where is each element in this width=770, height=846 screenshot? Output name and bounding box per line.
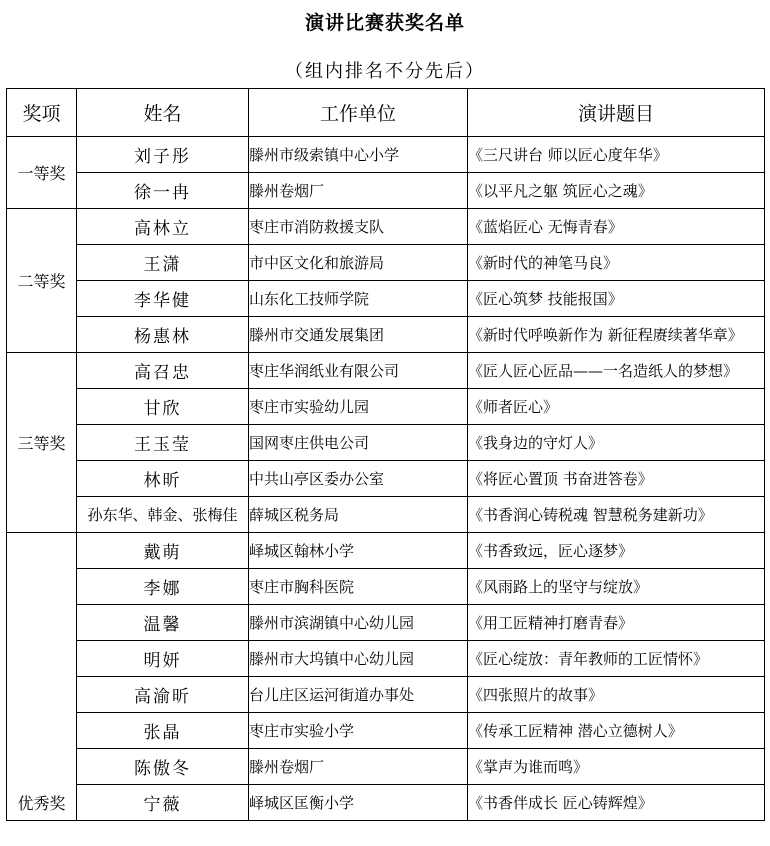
winner-unit: 薛城区税务局 (249, 497, 468, 533)
winner-unit: 枣庄华润纸业有限公司 (249, 353, 468, 389)
speech-topic: 《掌声为谁而鸣》 (468, 749, 765, 785)
winner-name: 林昕 (77, 461, 249, 497)
winner-unit: 枣庄市实验幼儿园 (249, 389, 468, 425)
winner-name: 宁薇 (77, 785, 249, 821)
speech-topic: 《匠人匠心匠品——一名造纸人的梦想》 (468, 353, 765, 389)
prize-second: 二等奖 (7, 209, 77, 353)
table-row (7, 461, 765, 497)
winner-name: 徐一冉 (77, 173, 249, 209)
speech-topic: 《新时代呼唤新作为 新征程赓续著华章》 (468, 317, 765, 353)
speech-topic: 《四张照片的故事》 (468, 677, 765, 713)
table-row (7, 245, 765, 281)
winner-name: 孙东华、韩金、张梅佳 (77, 497, 249, 533)
speech-topic: 《蓝焰匠心 无悔青春》 (468, 209, 765, 245)
table-row (7, 137, 765, 173)
table-row (7, 605, 765, 641)
table-row (7, 533, 765, 569)
winner-name: 王潇 (77, 245, 249, 281)
table-row (7, 713, 765, 749)
winner-unit: 滕州卷烟厂 (249, 173, 468, 209)
winner-name: 甘欣 (77, 389, 249, 425)
winner-unit: 滕州市交通发展集团 (249, 317, 468, 353)
winner-unit: 山东化工技师学院 (249, 281, 468, 317)
page-title: 演讲比赛获奖名单 (304, 12, 465, 34)
speech-topic: 《三尺讲台 师以匠心度年华》 (468, 137, 765, 173)
winner-name: 高召忠 (77, 353, 249, 389)
winner-name: 杨惠林 (77, 317, 249, 353)
winner-name: 李娜 (77, 569, 249, 605)
table-row (7, 785, 765, 821)
prize-third: 三等奖 (7, 353, 77, 533)
winner-name: 戴萌 (77, 533, 249, 569)
speech-topic: 《风雨路上的坚守与绽放》 (468, 569, 765, 605)
speech-topic: 《书香致远，匠心逐梦》 (468, 533, 765, 569)
winner-unit: 峄城区匡衡小学 (249, 785, 468, 821)
speech-topic: 《传承工匠精神 潜心立德树人》 (468, 713, 765, 749)
speech-topic: 《以平凡之躯 筑匠心之魂》 (468, 173, 765, 209)
table-row (7, 173, 765, 209)
header-prize: 奖项 (7, 89, 77, 137)
winner-unit: 枣庄市消防救援支队 (249, 209, 468, 245)
winner-unit: 滕州市级索镇中心小学 (249, 137, 468, 173)
speech-topic: 《匠心绽放：青年教师的工匠情怀》 (468, 641, 765, 677)
winner-name: 李华健 (77, 281, 249, 317)
winner-unit: 滕州市大坞镇中心幼儿园 (249, 641, 468, 677)
speech-topic: 《匠心筑梦 技能报国》 (468, 281, 765, 317)
winner-unit: 台儿庄区运河街道办事处 (249, 677, 468, 713)
header-unit: 工作单位 (249, 89, 468, 137)
winner-name: 温馨 (77, 605, 249, 641)
table-header-row (7, 89, 765, 137)
table-row (7, 317, 765, 353)
winner-name: 高林立 (77, 209, 249, 245)
speech-topic: 《用工匠精神打磨青春》 (468, 605, 765, 641)
table-row (7, 569, 765, 605)
header-topic: 演讲题目 (468, 89, 765, 137)
winner-name: 明妍 (77, 641, 249, 677)
winner-unit: 枣庄市胸科医院 (249, 569, 468, 605)
awards-table (6, 88, 765, 821)
winner-name: 王玉莹 (77, 425, 249, 461)
speech-topic: 《新时代的神笔马良》 (468, 245, 765, 281)
winner-name: 张晶 (77, 713, 249, 749)
table-row (7, 281, 765, 317)
winner-name: 陈傲冬 (77, 749, 249, 785)
table-row (7, 677, 765, 713)
table-row (7, 425, 765, 461)
table-row (7, 497, 765, 533)
header-name: 姓名 (77, 89, 249, 137)
speech-topic: 《书香伴成长 匠心铸辉煌》 (468, 785, 765, 821)
table-row (7, 389, 765, 425)
speech-topic: 《我身边的守灯人》 (468, 425, 765, 461)
speech-topic: 《书香润心铸税魂 智慧税务建新功》 (468, 497, 765, 533)
speech-topic: 《师者匠心》 (468, 389, 765, 425)
table-row (7, 749, 765, 785)
winner-unit: 滕州卷烟厂 (249, 749, 468, 785)
prize-first: 一等奖 (7, 137, 77, 209)
winner-name: 高渝昕 (77, 677, 249, 713)
winner-unit: 枣庄市实验小学 (249, 713, 468, 749)
winner-unit: 中共山亭区委办公室 (249, 461, 468, 497)
table-row (7, 209, 765, 245)
winner-unit: 峄城区翰林小学 (249, 533, 468, 569)
winner-unit: 滕州市滨湖镇中心幼儿园 (249, 605, 468, 641)
prize-excellence: 优秀奖 (7, 533, 77, 821)
speech-topic: 《将匠心置顶 书奋进答卷》 (468, 461, 765, 497)
winner-name: 刘子彤 (77, 137, 249, 173)
winner-unit: 国网枣庄供电公司 (249, 425, 468, 461)
table-row (7, 641, 765, 677)
winner-unit: 市中区文化和旅游局 (249, 245, 468, 281)
table-row (7, 353, 765, 389)
page-subtitle: （组内排名不分先后） (285, 61, 485, 82)
